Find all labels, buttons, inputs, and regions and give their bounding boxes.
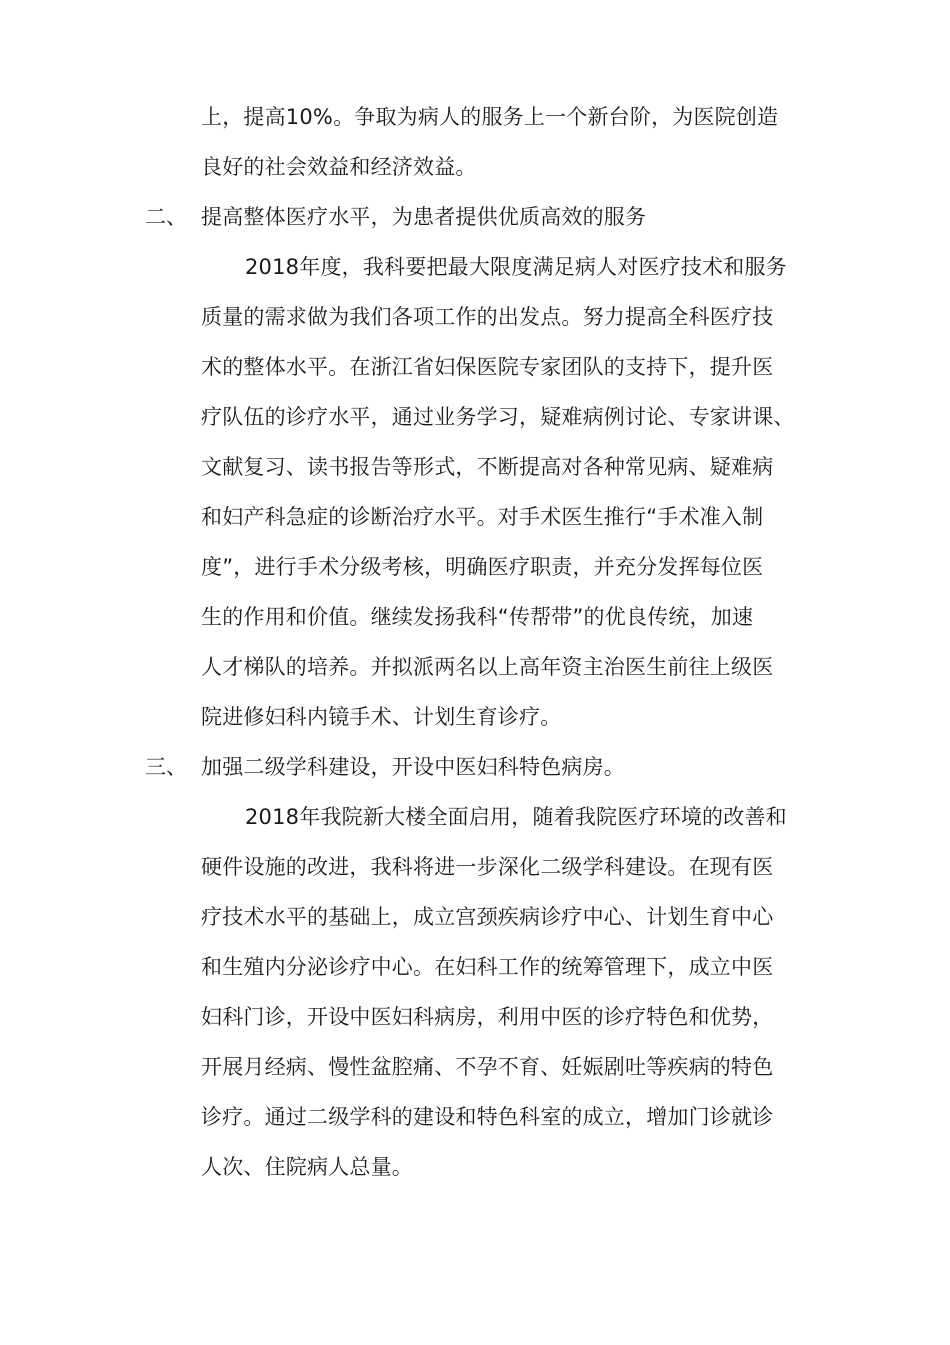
section-heading: 提高整体医疗水平，为患者提供优质高效的服务 xyxy=(201,205,647,229)
paragraph-line: 良好的社会效益和经济效益。 xyxy=(201,155,477,179)
paragraph-line: 硬件设施的改进，我科将进一步深化二级学科建设。在现有医 xyxy=(201,855,774,879)
paragraph-line: 诊疗。通过二级学科的建设和特色科室的成立，增加门诊就诊 xyxy=(201,1105,774,1129)
paragraph-line: 2018年我院新大楼全面启用，随着我院医疗环境的改善和 xyxy=(245,805,787,829)
paragraph-line: 质量的需求做为我们各项工作的出发点。努力提高全科医疗技 xyxy=(201,305,774,329)
section-heading: 加强二级学科建设，开设中医妇科特色病房。 xyxy=(201,755,625,779)
paragraph-line: 疗队伍的诊疗水平，通过业务学习，疑难病例讨论、专家讲课、 xyxy=(201,405,795,429)
paragraph-line: 人次、住院病人总量。 xyxy=(201,1155,413,1179)
paragraph-line: 人才梯队的培养。并拟派两名以上高年资主治医生前往上级医 xyxy=(201,655,774,679)
section-number: 二、 xyxy=(145,205,187,229)
paragraph-line: 开展月经病、慢性盆腔痛、不孕不育、妊娠剧吐等疾病的特色 xyxy=(201,1055,774,1079)
paragraph-line: 院进修妇科内镜手术、计划生育诊疗。 xyxy=(201,705,562,729)
paragraph-line: 生的作用和价值。继续发扬我科“传帮带”的优良传统，加速 xyxy=(201,605,754,629)
paragraph-line: 和生殖内分泌诊疗中心。在妇科工作的统筹管理下，成立中医 xyxy=(201,955,774,979)
section-number: 三、 xyxy=(145,755,187,779)
paragraph-line: 文献复习、读书报告等形式，不断提高对各种常见病、疑难病 xyxy=(201,455,774,479)
paragraph-line: 疗技术水平的基础上，成立宫颈疾病诊疗中心、计划生育中心 xyxy=(201,905,774,929)
paragraph-line: 妇科门诊，开设中医妇科病房，利用中医的诊疗特色和优势， xyxy=(201,1005,774,1029)
paragraph-line: 和妇产科急症的诊断治疗水平。对手术医生推行“手术准入制 xyxy=(201,505,764,529)
paragraph-line: 2018年度，我科要把最大限度满足病人对医疗技术和服务 xyxy=(245,255,787,279)
paragraph-line: 术的整体水平。在浙江省妇保医院专家团队的支持下，提升医 xyxy=(201,355,774,379)
paragraph-line: 度”，进行手术分级考核，明确医疗职责，并充分发挥每位医 xyxy=(201,555,764,579)
paragraph-line: 上，提高10%。争取为病人的服务上一个新台阶，为医院创造 xyxy=(201,105,779,129)
